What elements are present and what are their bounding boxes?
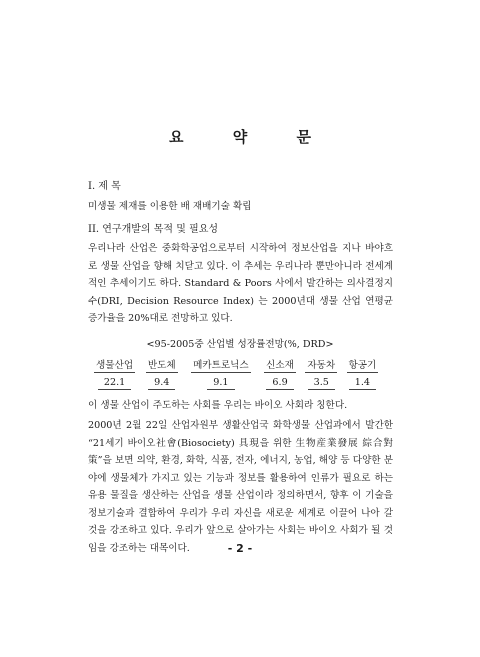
table-header-row [88,355,383,372]
table-header-cell: 반도체 [147,359,176,371]
table-cell: 22.1 [88,372,141,392]
table-header-cell: 신소재 [266,359,294,371]
table-header-cell: 메카트로닉스 [193,359,249,371]
table-row [88,372,383,392]
table-cell: 9.1 [182,372,259,392]
table-header-cell: 생물산업 [96,359,134,371]
table-header-cell: 항공기 [348,359,377,371]
table-cell: 9.4 [141,372,182,392]
section-1-heading: I. 제 목 [88,181,121,192]
growth-rate-table [88,355,383,392]
section-2-heading: II. 연구개발의 목적 및 필요성 [88,224,219,235]
page-title: 요 약 문 [169,128,333,146]
table-cell: 6.9 [259,372,300,392]
table-header-cell: 자동차 [307,359,336,371]
page-number: - 2 - [227,542,253,555]
section-2-paragraph-1: 우리나라 산업은 중화학공업으로부터 시작하여 정보산업을 지나 바야흐로 생물 산업을 향해 치닫고 있다. 이 추세는 우리나라 뿐만아니라 전세계적인 추세이기도 하다. Standard & Poors 사에서 발간하는 의사결정지수(DRI, Decision Resource Index) 는 2000년대 생물 산업 연평균 증가율을 20%대로 전망하고 있다. [88,243,393,324]
section-2-paragraph-2: 이 생물 산업이 주도하는 사회를 우리는 바이오 사회라 칭한다. [88,400,348,411]
table-cell: 1.4 [342,372,383,392]
table-cell: 3.5 [301,372,342,392]
section-1-text: 미생물 제재를 이용한 배 재배기술 확립 [88,201,252,212]
table-caption: <95-2005중 산업별 성장률전망(%, DRD> [146,339,334,350]
section-2-paragraph-3: 2000년 2월 22일 산업자원부 생활산업국 화학생물 산업과에서 발간한 “21세기 바이오社會(Biosociety) 具現을 위한 生物産業發展 綜合對策”을 보면 의약, 환경, 화학, 식품, 전자, 에너지, 농업, 해양 등 다양한 분야에 생물체가 가지고 있는 기능과 정보를 활용하여 인류가 필요로 하는 유용 물질을 생산하는 산업을 생물 산업이라 정의하면서, 향후 이 기술을 정보기술과 결합하여 우리가 우리 자신을 새로운 세계로 이끌어 나아 갈 것을 강조하고 있다. 우리가 앞으로 살아가는 사회는 바이오 사회가 될 것임을 강조하는 대목이다. [88,420,393,554]
